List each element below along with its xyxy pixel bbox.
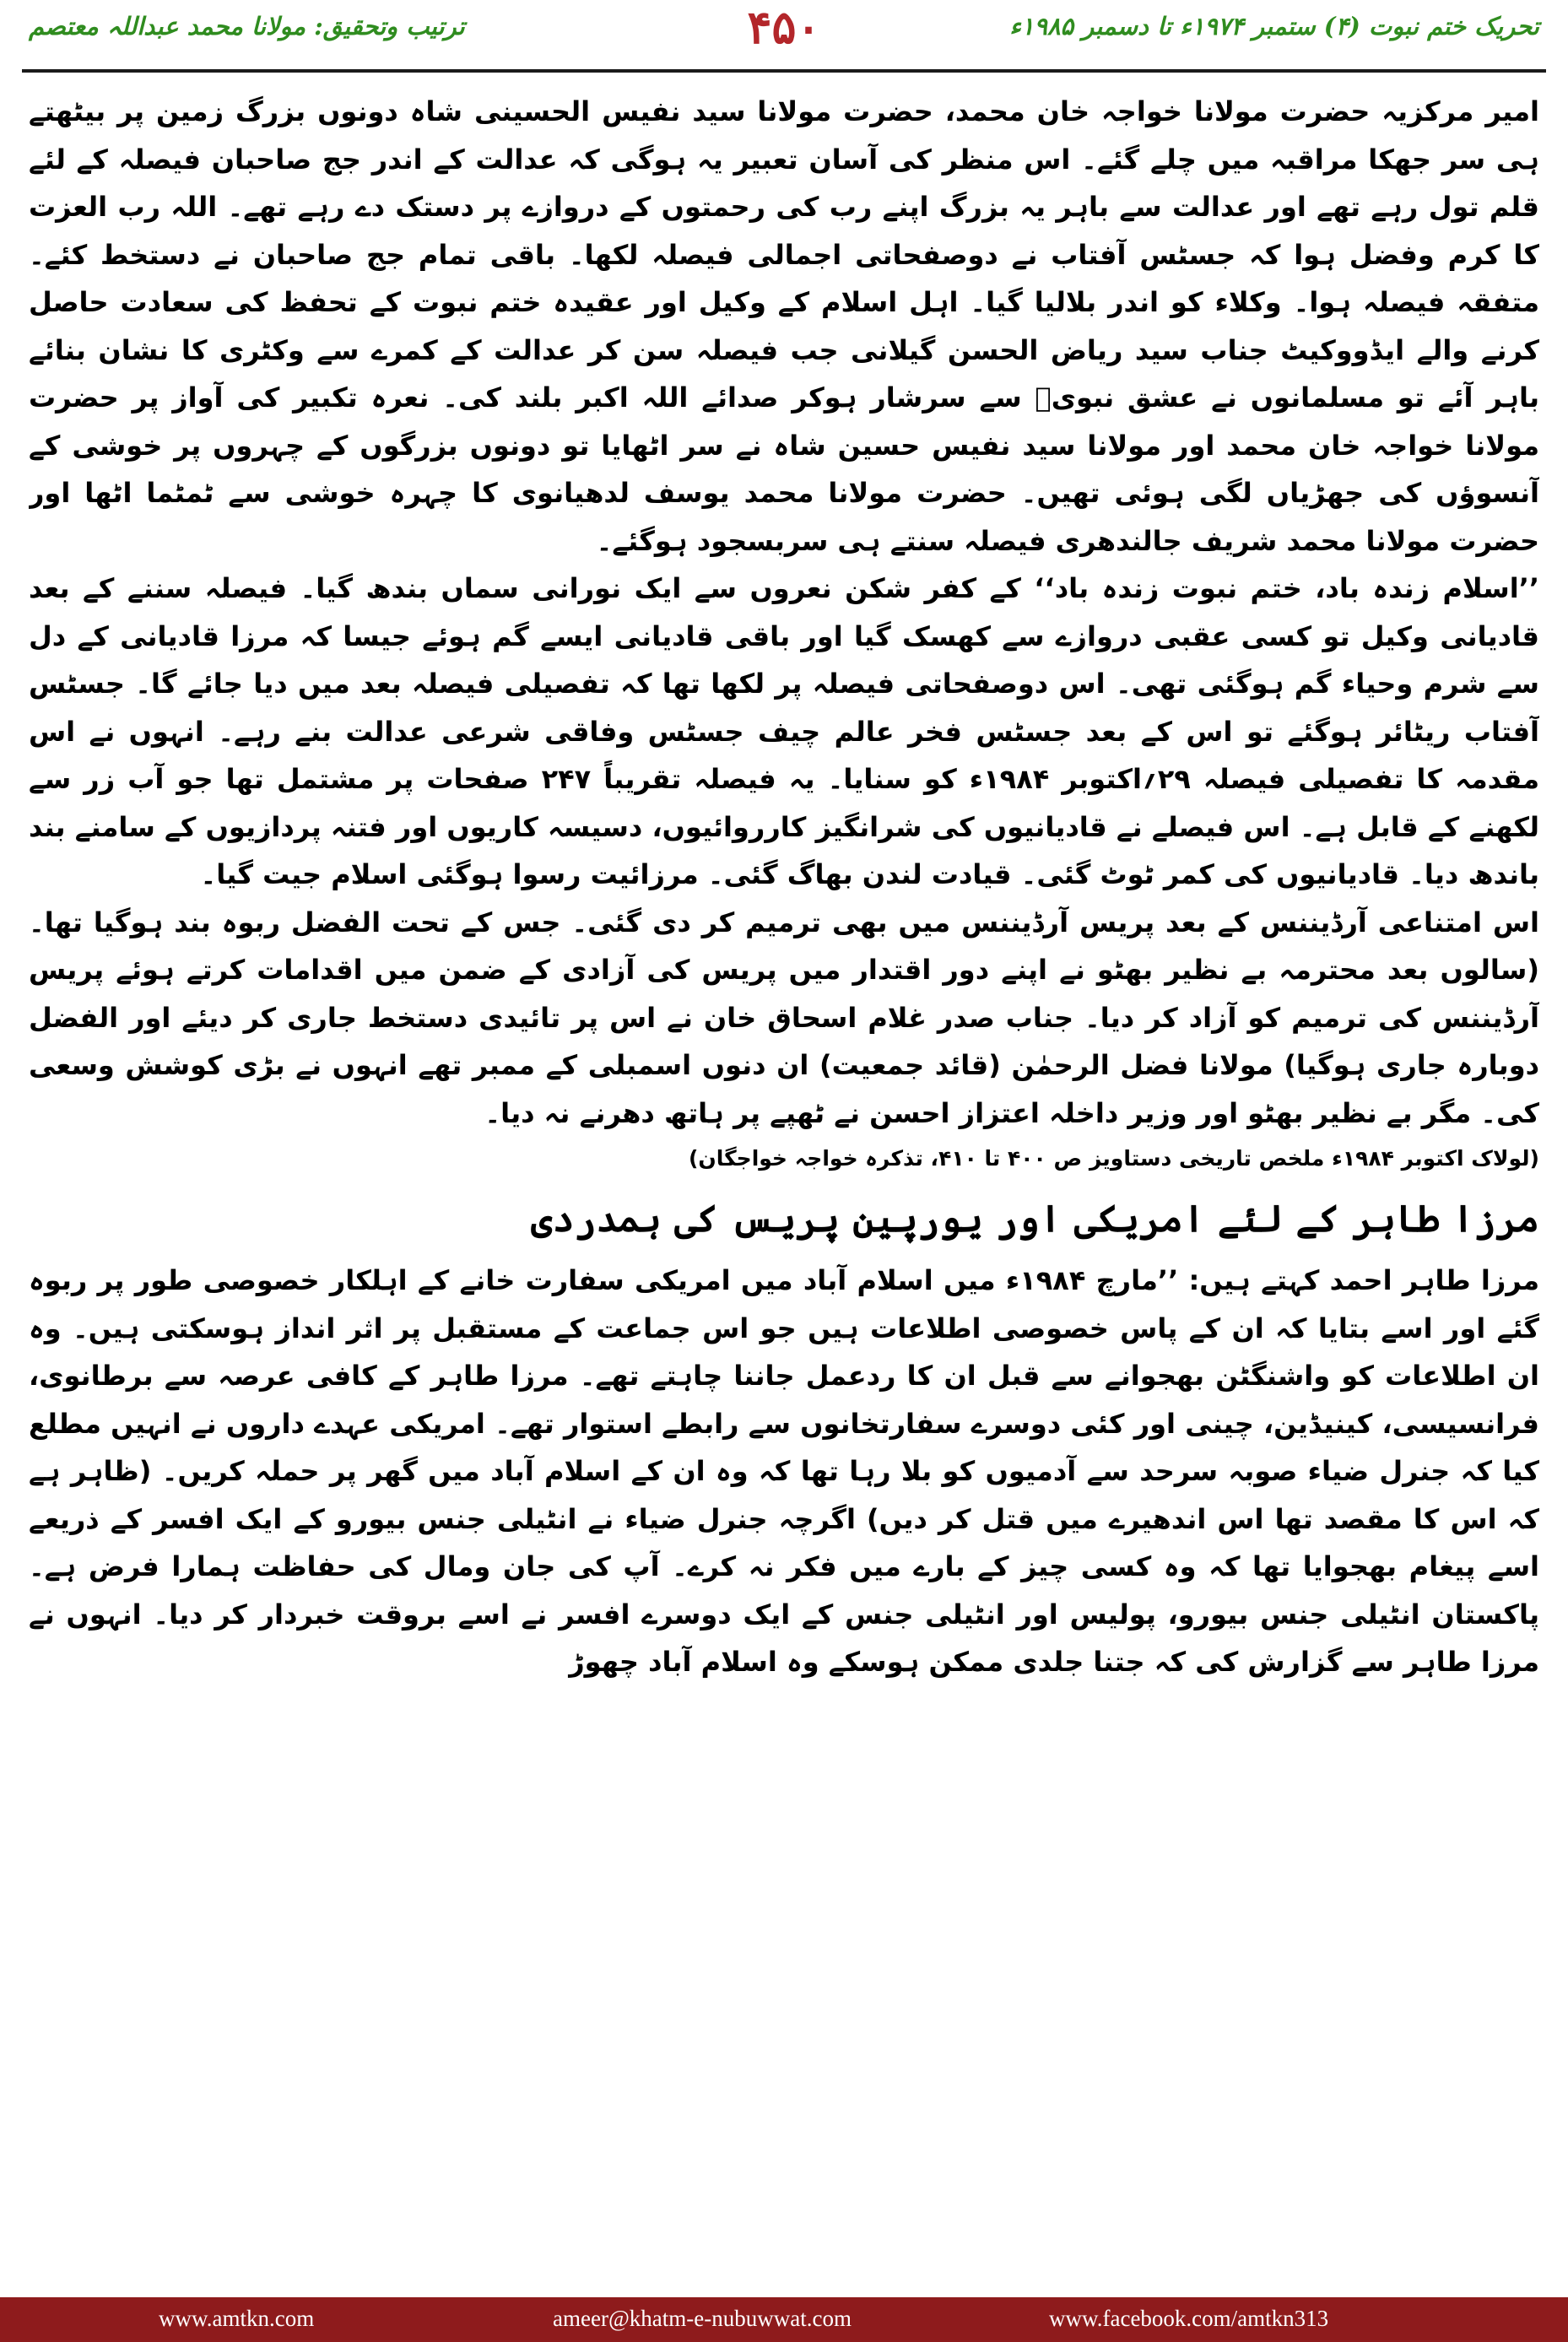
paragraph-mirza-tahir: مرزا طاہر احمد کہتے ہیں: ’’مارچ ۱۹۸۴ء میں اسلام آباد میں امریکی سفارت خانے کے اہلکار خصوصی طور پر ربوہ گئے اور اسے بتایا کہ ان کے پاس خصوصی اطلاعات ہیں جو اس جماعت کے مستقبل پر اثر انداز ہوسکتی ہیں۔ وہ ان اطلاعات کو واشنگٹن بھجوانے سے قبل ان کا ردعمل جاننا چاہتے تھے۔ مرزا طاہر کے کافی عرصہ سے برطانوی، فرانسیسی، کینیڈین، چینی اور کئی دوسرے سفارتخانوں سے رابطے استوار تھے۔ امریکی عہدے داروں نے انہیں مطلع کیا کہ جنرل ضیاء صوبہ سرحد سے آدمیوں کو بلا رہا تھا کہ وہ ان کے اسلام آباد میں گھر پر حملہ کریں۔ (ظاہر ہے کہ اس کا مقصد تھا اس اندھیرے میں قتل کر دیں) اگرچہ جنرل ضیاء نے انٹیلی جنس بیورو کے ایک افسر کے ذریعے اسے پیغام بھجوایا تھا کہ وہ کسی چیز کے بارے میں فکر نہ کرے۔ آپ کی جان ومال کی حفاظت ہمارا فرض ہے۔ پاکستان انٹیلی جنس بیورو، پولیس اور انٹیلی جنس کے ایک دوسرے افسر نے اسے بروقت خبردار کر دیا۔ انہوں نے مرزا طاہر سے گزارش کی کہ جتنا جلدی ممکن ہوسکے وہ اسلام آباد چھوڑ — [29, 1264, 1539, 1678]
page-footer — [0, 2297, 1568, 2342]
page-number: ۴۵۰ — [747, 0, 821, 54]
footer-facebook-link[interactable]: www.facebook.com/amtkn313 — [1049, 2306, 1329, 2331]
section-heading: مرزا طاہر کے لئے امریکی اور یورپین پریس کی ہمدردی — [531, 1198, 1539, 1241]
paragraph-slogans: ’’اسلام زندہ باد، ختم نبوت زندہ باد‘‘ کے کفر شکن نعروں سے ایک نورانی سماں بندھ گیا۔ فیصلہ سننے کے بعد قادیانی وکیل تو کسی عقبی دروازے سے کھسک گیا اور باقی قادیانی ایسے گم ہوئے جیسا کہ مرزا قادیانی کے دل سے شرم وحیاء گم ہوگئی تھی۔ اس دوصفحاتی فیصلہ پر لکھا تھا کہ تفصیلی فیصلہ بعد میں دیا جائے گا۔ جسٹس آفتاب ریٹائر ہوگئے تو اس کے بعد جسٹس فخر عالم چیف جسٹس وفاقی شرعی عدالت بنے رہے۔ انہوں نے اس مقدمہ کا تفصیلی فیصلہ ۲۹؍اکتوبر ۱۹۸۴ء کو سنایا۔ یہ فیصلہ تقریباً ۲۴۷ صفحات پر مشتمل تھا جو آب زر سے لکھنے کے قابل ہے۔ اس فیصلے نے قادیانیوں کی شرانگیز کارروائیوں، دسیسہ کاریوں اور فتنہ پردازیوں کے سامنے بند باندھ دیا۔ قادیانیوں کی کمر ٹوٹ گئی۔ قیادت لندن بھاگ گئی۔ مرزائیت رسوا ہوگئی اسلام جیت گیا۔ — [29, 572, 1539, 890]
footer-website-link[interactable]: www.amtkn.com — [159, 2306, 315, 2331]
page-body — [29, 88, 1539, 2269]
header-compiler-credit: ترتیب وتحقیق: مولانا محمد عبداللہ معتصم — [29, 12, 465, 41]
header-divider — [22, 69, 1546, 73]
citation: (لولاک اکتوبر ۱۹۸۴ء ملخص تاریخی دستاویز ص ۴۰۰ تا ۴۱۰، تذکرہ خواجہ خواجگان) — [688, 1146, 1539, 1171]
header-book-title: تحریک ختم نبوت (۴) ستمبر ۱۹۷۴ء تا دسمبر ۱۹۸۵ء — [1009, 12, 1539, 41]
paragraph-verdict-prayer: امیر مرکزیہ حضرت مولانا خواجہ خان محمد، حضرت مولانا سید نفیس الحسینی شاہ دونوں بزرگ زمین پر بیٹھتے ہی سر جھکا مراقبہ میں چلے گئے۔ اس منظر کی آسان تعبیر یہ ہوگی کہ عدالت کے اندر جج صاحبان فیصلہ کے لئے قلم تول رہے تھے اور عدالت سے باہر یہ بزرگ اپنے رب کی رحمتوں کے دروازے پر دستک دے رہے تھے۔ اللہ رب العزت کا کرم وفضل ہوا کہ جسٹس آفتاب نے دوصفحاتی اجمالی فیصلہ لکھا۔ باقی تمام جج صاحبان نے دستخط کئے۔ متفقہ فیصلہ ہوا۔ وکلاء کو اندر بلالیا گیا۔ اہل اسلام کے وکیل اور عقیدہ ختم نبوت کے تحفظ کی سعادت حاصل کرنے والے ایڈووکیٹ جناب سید ریاض الحسن گیلانی جب فیصلہ سن کر عدالت کے کمرے سے وکٹری کا نشان بنائے باہر آئے تو مسلمانوں نے عشق نبویؐ سے سرشار ہوکر صدائے اللہ اکبر بلند کی۔ نعرہ تکبیر کی آواز پر حضرت مولانا خواجہ خان محمد اور مولانا سید نفیس حسین شاہ نے سر اٹھایا تو دونوں بزرگوں کے چہروں پر خوشی کے آنسوؤں کی جھڑیاں لگی ہوئی تھیں۔ حضرت مولانا محمد یوسف لدھیانوی کا چہرہ خوشی سے ٹمٹما اٹھا اور حضرت مولانا محمد شریف جالندھری فیصلہ سنتے ہی سربسجود ہوگئے۔ — [29, 95, 1539, 557]
paragraph-press-ordinance: اس امتناعی آرڈیننس کے بعد پریس آرڈیننس میں بھی ترمیم کر دی گئی۔ جس کے تحت الفضل ربوہ بند ہوگیا تھا۔ (سالوں بعد محترمہ بے نظیر بھٹو نے اپنے دور اقتدار میں پریس کی آزادی کے ضمن میں اقدامات کرتے ہوئے پریس آرڈیننس کی ترمیم کو آزاد کر دیا۔ جناب صدر غلام اسحاق خان نے اس پر تائیدی دستخط جاری کر دیئے اور الفضل دوبارہ جاری ہوگیا) مولانا فضل الرحمٰن (قائد جمعیت) ان دنوں اسمبلی کے ممبر تھے انہوں نے بڑی کوشش وسعی کی۔ مگر بے نظیر بھٹو اور وزیر داخلہ اعتزاز احسن نے ٹھپے پر ہاتھ دھرنے نہ دیا۔ — [29, 906, 1539, 1129]
footer-email-link[interactable]: ameer@khatm-e-nubuwwat.com — [553, 2306, 852, 2331]
page-header — [0, 0, 1568, 71]
